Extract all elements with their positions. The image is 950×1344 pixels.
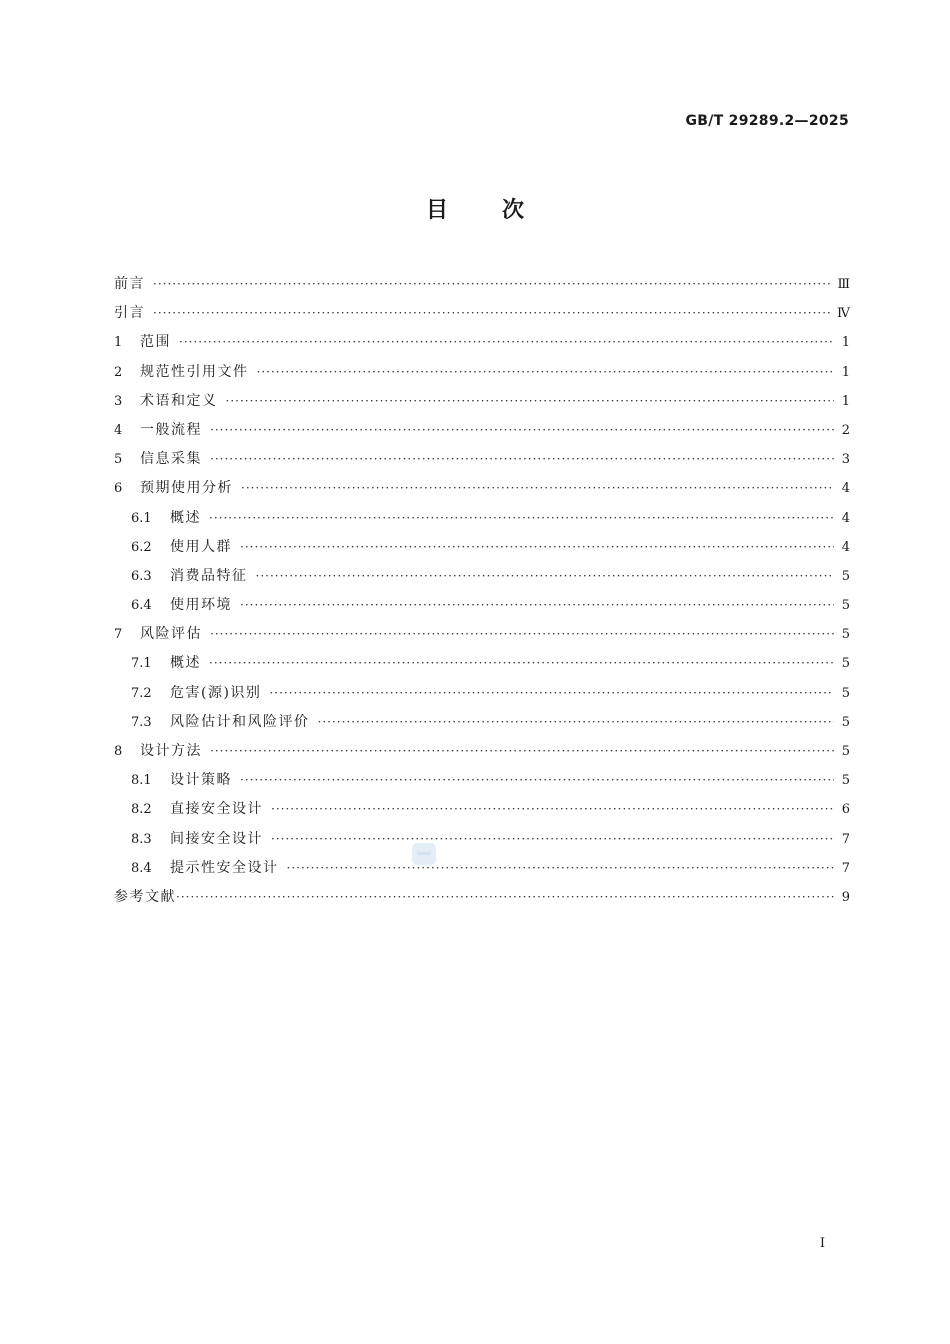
toc-leader-dots bbox=[179, 328, 834, 357]
toc-entry-number: 8 bbox=[114, 744, 123, 759]
toc-entry-page: Ⅳ bbox=[837, 306, 850, 322]
toc-entry[interactable] bbox=[114, 883, 850, 912]
toc-leader-dots bbox=[226, 387, 835, 416]
toc-entry[interactable] bbox=[114, 445, 850, 474]
toc-entry-number: 7.3 bbox=[131, 714, 152, 730]
toc-entry-number: 8.4 bbox=[131, 860, 152, 876]
toc-entry-number: 3 bbox=[114, 393, 123, 409]
toc-entry-title: 设计策略 bbox=[170, 772, 232, 789]
toc-entry[interactable] bbox=[114, 328, 850, 357]
page-number: I bbox=[819, 1236, 825, 1251]
toc-leader-dots bbox=[318, 708, 835, 737]
toc-entry-number: 5 bbox=[114, 452, 123, 468]
toc-leader-dots bbox=[271, 795, 834, 824]
toc-leader-dots bbox=[240, 766, 834, 795]
toc-entry-page: 1 bbox=[841, 393, 850, 409]
toc-entry-title: 风险估计和风险评价 bbox=[170, 713, 310, 730]
toc-entry-page: 5 bbox=[841, 685, 850, 701]
toc-entry-title: 危害(源)识别 bbox=[170, 684, 262, 701]
toc-leader-dots bbox=[210, 416, 834, 445]
toc-entry[interactable] bbox=[114, 299, 850, 328]
toc-entry[interactable] bbox=[114, 620, 850, 649]
standard-code: GB/T 29289.2—2025 bbox=[685, 113, 849, 129]
toc-entry-number: 8.2 bbox=[131, 802, 152, 818]
toc-entry-title: 信息采集 bbox=[140, 451, 202, 468]
toc-entry-title: 前言 bbox=[114, 276, 145, 292]
toc-entry-number: 4 bbox=[114, 422, 123, 438]
toc-entry-page: 4 bbox=[841, 481, 850, 497]
toc-leader-dots bbox=[210, 620, 834, 649]
toc-entry[interactable] bbox=[114, 387, 850, 416]
toc-entry-page: 5 bbox=[841, 714, 850, 730]
toc-entry-page: 7 bbox=[841, 831, 850, 847]
toc-entry[interactable] bbox=[114, 854, 850, 883]
toc-entry-title: 使用人群 bbox=[170, 538, 232, 555]
toc-leader-dots bbox=[209, 504, 834, 533]
toc-leader-dots bbox=[287, 854, 835, 883]
toc-entry-number: 6 bbox=[114, 481, 123, 497]
toc-entry[interactable] bbox=[114, 533, 850, 562]
table-of-contents bbox=[114, 270, 850, 912]
toc-entry-number: 6.4 bbox=[131, 598, 152, 614]
toc-leader-dots bbox=[241, 474, 834, 503]
toc-entry-page: 5 bbox=[841, 568, 850, 584]
page-title: 目次 bbox=[425, 198, 578, 223]
toc-entry-title: 间接安全设计 bbox=[170, 830, 263, 847]
toc-entry-title: 提示性安全设计 bbox=[170, 859, 279, 876]
toc-entry[interactable] bbox=[114, 766, 850, 795]
watermark-logo bbox=[412, 843, 436, 865]
toc-entry-title: 参考文献 bbox=[114, 888, 176, 905]
toc-entry[interactable] bbox=[114, 562, 850, 591]
toc-entry-title: 一般流程 bbox=[140, 421, 202, 438]
toc-leader-dots bbox=[240, 591, 834, 620]
toc-entry[interactable] bbox=[114, 649, 850, 678]
toc-entry-number: 7 bbox=[114, 627, 123, 643]
toc-entry-number: 7.2 bbox=[131, 685, 152, 701]
toc-leader-dots bbox=[210, 445, 834, 474]
toc-entry-title: 使用环境 bbox=[170, 597, 232, 614]
toc-entry-number: 6.1 bbox=[131, 510, 152, 526]
toc-entry-page: 7 bbox=[841, 860, 850, 876]
toc-entry-title: 术语和定义 bbox=[140, 392, 218, 409]
toc-entry-number: 8.3 bbox=[131, 831, 152, 847]
toc-entry[interactable] bbox=[114, 795, 850, 824]
toc-entry-page: 5 bbox=[841, 627, 850, 643]
toc-entry-title: 设计方法 bbox=[140, 743, 202, 759]
toc-entry[interactable] bbox=[114, 416, 850, 445]
toc-entry-page: 5 bbox=[841, 773, 850, 789]
toc-entry-page: 1 bbox=[841, 364, 850, 380]
toc-entry-number: 7.1 bbox=[131, 656, 152, 672]
toc-entry-number: 6.2 bbox=[131, 539, 152, 555]
toc-leader-dots bbox=[256, 562, 835, 591]
toc-leader-dots bbox=[153, 299, 833, 328]
toc-entry[interactable] bbox=[114, 474, 850, 503]
toc-entry[interactable] bbox=[114, 679, 850, 708]
toc-leader-dots bbox=[269, 679, 834, 708]
toc-entry-title: 规范性引用文件 bbox=[140, 363, 249, 380]
toc-entry-page: 1 bbox=[841, 335, 850, 351]
toc-entry[interactable] bbox=[114, 708, 850, 737]
toc-entry[interactable] bbox=[114, 825, 850, 854]
toc-entry-title: 概述 bbox=[170, 655, 201, 672]
toc-entry[interactable] bbox=[114, 737, 850, 766]
toc-entry-page: Ⅲ bbox=[837, 277, 850, 292]
toc-entry[interactable] bbox=[114, 358, 850, 387]
toc-entry-page: 4 bbox=[841, 510, 850, 526]
toc-entry-title: 消费品特征 bbox=[170, 567, 248, 584]
toc-entry-title: 概述 bbox=[170, 509, 201, 526]
toc-entry-page: 5 bbox=[841, 656, 850, 672]
toc-entry-page: 5 bbox=[841, 744, 850, 759]
toc-entry-page: 3 bbox=[841, 452, 850, 468]
toc-entry-page: 9 bbox=[841, 889, 850, 905]
toc-entry-title: 风险评估 bbox=[140, 626, 202, 643]
toc-leader-dots bbox=[209, 649, 834, 678]
toc-entry-page: 4 bbox=[841, 539, 850, 555]
toc-entry-number: 8.1 bbox=[131, 773, 152, 789]
toc-entry-title: 直接安全设计 bbox=[170, 801, 263, 818]
toc-leader-dots bbox=[257, 358, 835, 387]
toc-entry-number: 6.3 bbox=[131, 568, 152, 584]
toc-entry[interactable] bbox=[114, 591, 850, 620]
toc-entry-page: 5 bbox=[841, 598, 850, 614]
toc-entry-title: 范围 bbox=[140, 334, 171, 351]
toc-leader-dots bbox=[176, 883, 834, 912]
toc-entry-title: 预期使用分析 bbox=[140, 480, 233, 497]
toc-entry[interactable] bbox=[114, 504, 850, 533]
toc-entry-number: 1 bbox=[114, 335, 123, 351]
toc-leader-dots bbox=[240, 533, 834, 562]
toc-leader-dots bbox=[271, 825, 834, 854]
toc-leader-dots bbox=[210, 737, 834, 766]
toc-entry-page: 6 bbox=[841, 802, 850, 818]
toc-entry[interactable] bbox=[114, 270, 850, 299]
toc-leader-dots bbox=[153, 270, 833, 299]
toc-entry-number: 2 bbox=[114, 364, 123, 380]
toc-entry-page: 2 bbox=[841, 422, 850, 438]
toc-entry-title: 引言 bbox=[114, 305, 145, 322]
